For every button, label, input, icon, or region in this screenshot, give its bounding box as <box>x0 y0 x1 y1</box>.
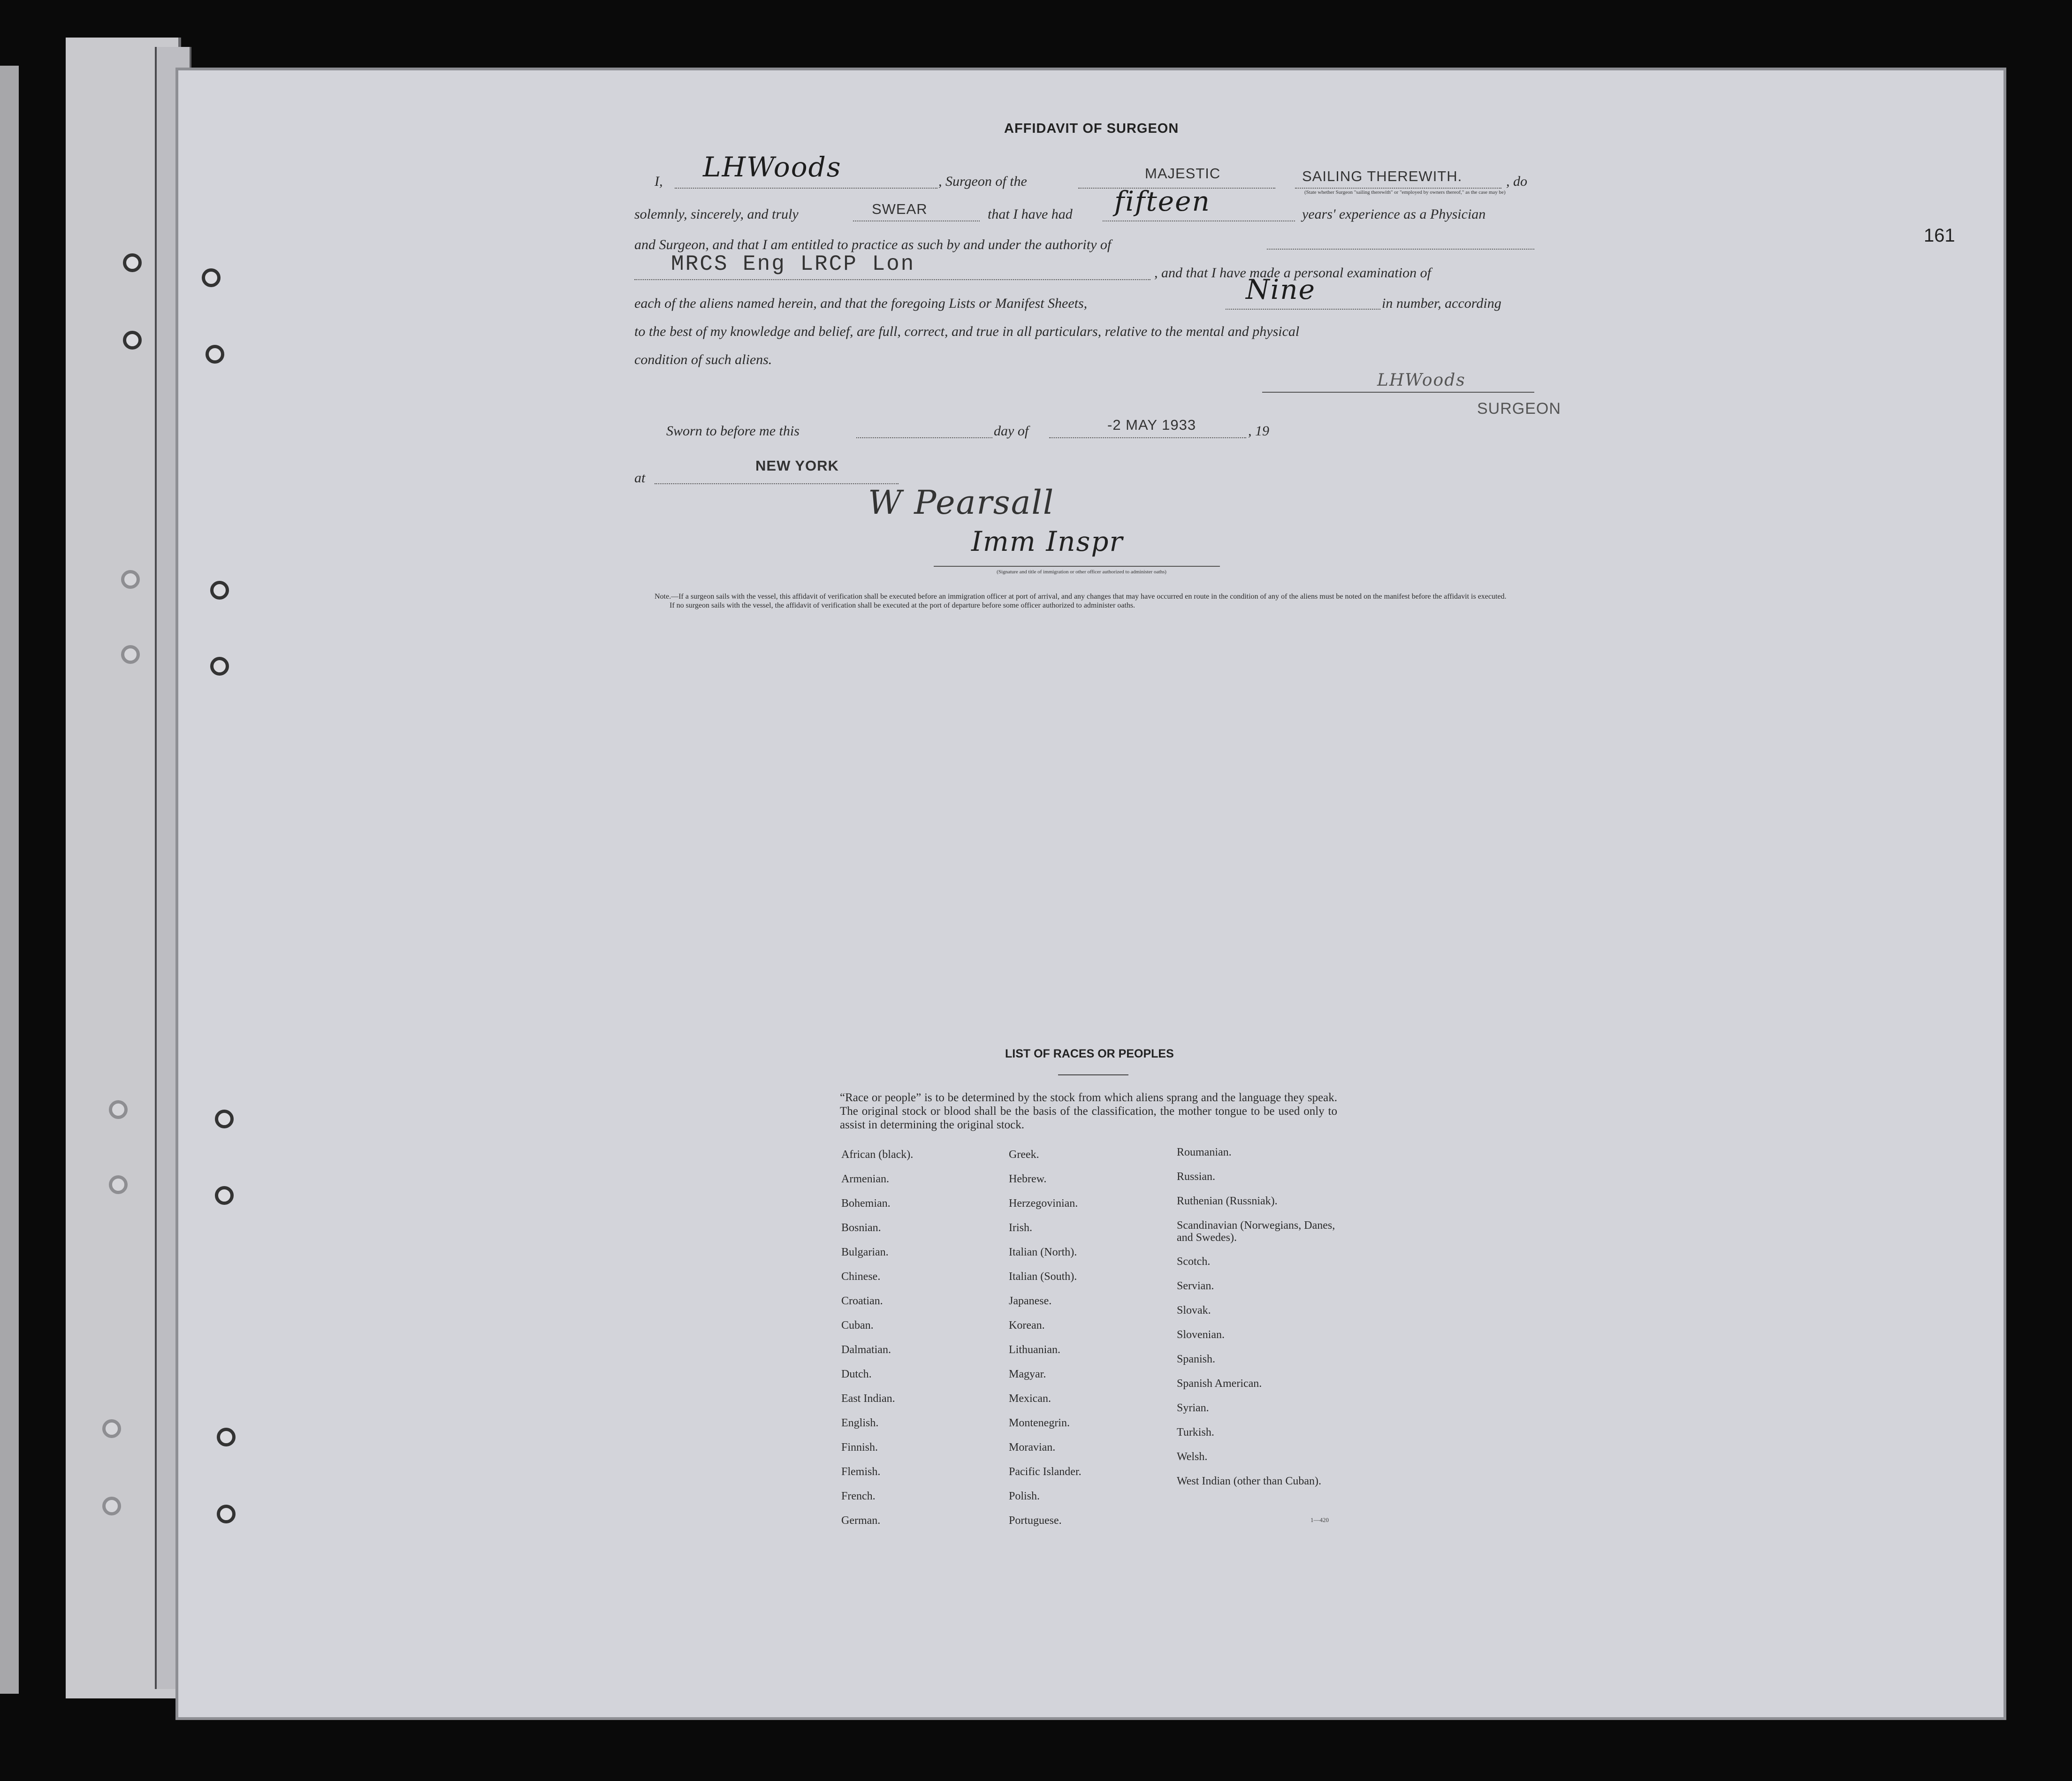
punch-hole <box>217 1505 236 1523</box>
race-list-item: Montenegrin. <box>1009 1417 1070 1429</box>
race-list-item: Chinese. <box>841 1271 881 1283</box>
officer-title: Imm Inspr <box>971 525 1124 557</box>
at-label: at <box>634 470 646 486</box>
officer-signature: W Pearsall <box>868 483 1055 522</box>
race-list-item: Slovenian. <box>1177 1329 1225 1341</box>
races-title-underline <box>1058 1074 1128 1075</box>
race-list-item: Servian. <box>1177 1280 1214 1292</box>
race-list-item: Dutch. <box>841 1368 872 1380</box>
adjacent-page-edge <box>0 66 19 1694</box>
race-list-item: Bosnian. <box>841 1222 881 1234</box>
surgeon-label: SURGEON <box>1477 400 1561 418</box>
race-list-item: Syrian. <box>1177 1402 1209 1414</box>
race-list-item: Herzegovinian. <box>1009 1197 1078 1210</box>
surgeon-of-text: , Surgeon of the <box>938 174 1027 189</box>
sworn-day-line <box>856 437 992 438</box>
race-list-item: Roumanian. <box>1177 1146 1232 1158</box>
sworn-text: Sworn to before me this <box>666 423 800 439</box>
sheets-handwritten: Nine <box>1246 274 1316 305</box>
race-list-item: Pacific Islander. <box>1009 1466 1082 1478</box>
punch-hole <box>123 331 142 350</box>
year-text: , 19 <box>1248 423 1269 439</box>
examination-text: , and that I have made a personal examination of <box>1154 265 1431 281</box>
races-title: LIST OF RACES OR PEOPLES <box>1005 1047 1174 1060</box>
race-list-item: French. <box>841 1490 876 1502</box>
punch-hole <box>121 645 140 664</box>
races-column-1 <box>841 1149 996 1539</box>
races-intro: “Race or people” is to be determined by the stock from which aliens sprang and the language they speak. The original stock or blood shall be the basis of the classification, the mother tongue to be used only to assist in determining the original stock. <box>840 1091 1337 1131</box>
race-list-item: Bulgarian. <box>841 1246 889 1258</box>
affidavit-prefix: I, <box>655 174 663 189</box>
races-column-3 <box>1177 1146 1336 1511</box>
vessel-name: MAJESTIC <box>1145 165 1221 182</box>
race-list-item: West Indian (other than Cuban). <box>1177 1475 1321 1487</box>
authority-text: and Surgeon, and that I am entitled to practice as such by and under the authority of <box>634 237 1112 252</box>
sworn-date-line <box>1049 437 1246 438</box>
punch-hole <box>210 581 229 600</box>
note-line-2: If no surgeon sails with the vessel, the affidavit of verification shall be executed at the port of departure before some officer authorized to administer oaths. <box>670 601 1135 609</box>
race-list-item: German. <box>841 1515 881 1527</box>
race-list-item: African (black). <box>841 1149 914 1161</box>
race-list-item: Greek. <box>1009 1149 1039 1161</box>
surgeon-name-handwritten: LHWoods <box>703 151 842 183</box>
note-line-1: Note.—If a surgeon sails with the vessel, this affidavit of verification shall be executed before an immigration officer at port of arrival, and any changes that may have occurred en route in the condition of any of the aliens must be noted on the manifest before the affidavit is executed. <box>655 593 1507 601</box>
punch-hole <box>121 570 140 589</box>
years-experience-text: years' experience as a Physician <box>1302 206 1486 222</box>
race-list-item: Italian (South). <box>1009 1271 1077 1283</box>
qualifications-line <box>634 279 1150 280</box>
officer-signature-line <box>934 566 1220 567</box>
race-list-item: Moravian. <box>1009 1441 1056 1454</box>
oath-word: SWEAR <box>872 201 928 217</box>
punch-hole <box>109 1175 128 1194</box>
officer-caption: (Signature and title of immigration or other officer authorized to administer oaths) <box>997 569 1166 575</box>
day-of-text: day of <box>994 423 1029 439</box>
race-list-item: Irish. <box>1009 1222 1032 1234</box>
race-list-item: Dalmatian. <box>841 1344 891 1356</box>
sailing-line <box>1295 188 1501 189</box>
punch-hole <box>210 657 229 676</box>
form-code: 1—420 <box>1310 1516 1329 1523</box>
punch-hole <box>202 268 221 287</box>
race-list-item: Russian. <box>1177 1171 1216 1183</box>
race-list-item: Italian (North). <box>1009 1246 1077 1258</box>
race-list-item: Cuban. <box>841 1319 874 1332</box>
have-had-text: that I have had <box>988 206 1073 222</box>
race-list-item: Finnish. <box>841 1441 878 1454</box>
races-column-2 <box>1009 1149 1164 1539</box>
race-list-item: Slovak. <box>1177 1304 1211 1317</box>
do-text: , do <box>1506 174 1527 189</box>
punch-hole <box>102 1419 121 1438</box>
punch-hole <box>217 1428 236 1446</box>
race-list-item: Turkish. <box>1177 1426 1214 1438</box>
belief-text: to the best of my knowledge and belief, are full, correct, and true in all particulars, relative to the mental and physical <box>634 324 1300 339</box>
race-list-item: Spanish American. <box>1177 1378 1262 1390</box>
race-list-item: Japanese. <box>1009 1295 1052 1307</box>
race-list-item: Armenian. <box>841 1173 889 1185</box>
sworn-date-stamp: -2 MAY 1933 <box>1107 417 1196 433</box>
race-list-item: Scotch. <box>1177 1256 1211 1268</box>
race-list-item: Croatian. <box>841 1295 883 1307</box>
race-list-item: Portuguese. <box>1009 1515 1062 1527</box>
solemnly-text: solemnly, sincerely, and truly <box>634 206 799 222</box>
affidavit-title: AFFIDAVIT OF SURGEON <box>1004 121 1179 136</box>
punch-hole <box>215 1110 234 1128</box>
race-list-item: Scandinavian (Norwegians, Danes, and Swedes). <box>1177 1219 1335 1244</box>
race-list-item: Korean. <box>1009 1319 1045 1332</box>
place-name: NEW YORK <box>755 457 839 474</box>
sheets-line <box>1226 309 1380 310</box>
punch-hole <box>123 253 142 272</box>
sailing-note: (State whether Surgeon "sailing therewith" or "employed by owners thereof," as the case may be) <box>1304 190 1506 195</box>
punch-hole <box>215 1186 234 1205</box>
condition-text: condition of such aliens. <box>634 352 772 367</box>
authority-line <box>1267 249 1534 250</box>
race-list-item: Hebrew. <box>1009 1173 1047 1185</box>
page-number: 161 <box>1924 225 1955 246</box>
years-handwritten: fifteen <box>1114 185 1211 217</box>
punch-hole <box>109 1100 128 1119</box>
race-list-item: Bohemian. <box>841 1197 891 1210</box>
punch-hole <box>206 345 224 364</box>
surgeon-signature: LHWoods <box>1377 371 1466 390</box>
in-number-text: in number, according <box>1382 296 1501 311</box>
race-list-item: Mexican. <box>1009 1393 1051 1405</box>
qualifications-typed: MRCS Eng LRCP Lon <box>671 252 915 276</box>
race-list-item: Welsh. <box>1177 1451 1208 1463</box>
race-list-item: Ruthenian (Russniak). <box>1177 1195 1278 1207</box>
aliens-text: each of the aliens named herein, and that the foregoing Lists or Manifest Sheets, <box>634 296 1088 311</box>
race-list-item: Magyar. <box>1009 1368 1046 1380</box>
place-line <box>655 483 899 484</box>
race-list-item: Polish. <box>1009 1490 1040 1502</box>
punch-hole <box>102 1497 121 1515</box>
race-list-item: Flemish. <box>841 1466 881 1478</box>
race-list-item: Lithuanian. <box>1009 1344 1060 1356</box>
affidavit-note <box>655 592 1537 610</box>
surgeon-signature-line <box>1262 392 1534 393</box>
sailing-status: SAILING THEREWITH. <box>1302 168 1463 184</box>
race-list-item: East Indian. <box>841 1393 895 1405</box>
race-list-item: English. <box>841 1417 879 1429</box>
race-list-item: Spanish. <box>1177 1353 1216 1365</box>
surgeon-name-line <box>675 188 937 189</box>
